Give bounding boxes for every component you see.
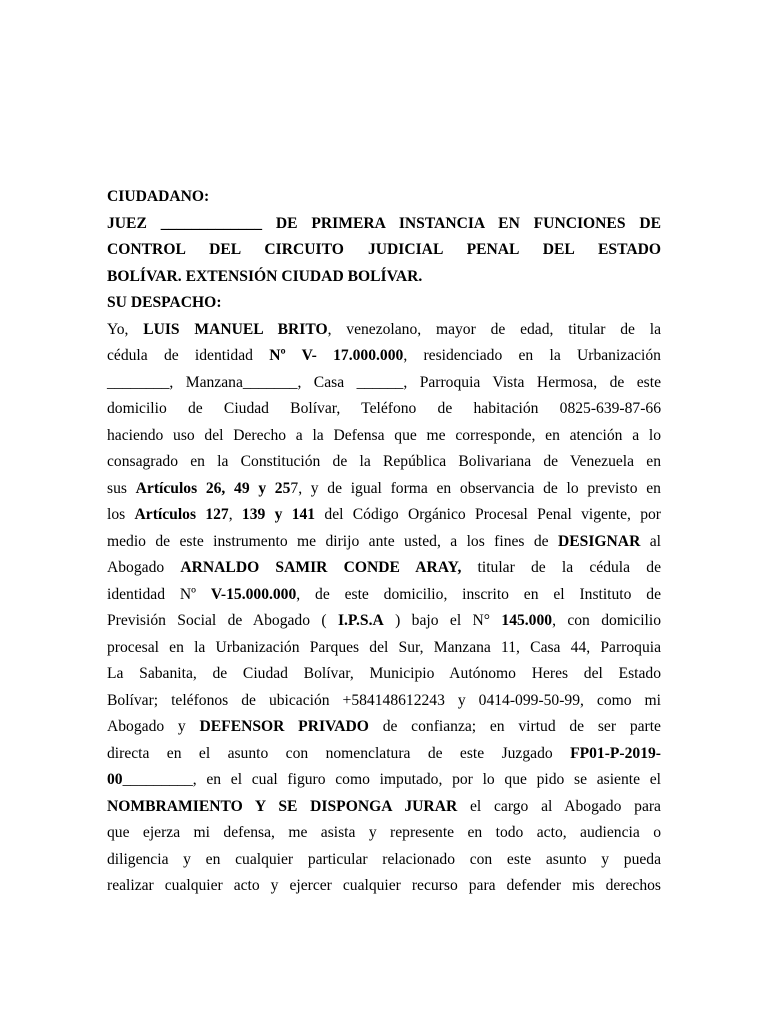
body-line [107,661,661,688]
judge-line-3: BOLÍVAR. EXTENSIÓN CIUDAD BOLÍVAR. [107,267,423,285]
bold-text-run: LUIS MANUEL BRITO [143,320,328,338]
body-line [107,370,661,397]
document-page [107,184,661,900]
text-run: , venezolano, mayor de edad, titular de la [327,320,661,338]
text-run: Abogado y [107,718,200,735]
body-line [107,529,661,556]
text-run: ) bajo el N° [383,612,502,629]
body-line [107,608,661,635]
body-line [107,317,661,344]
bold-text-run: ARNALDO SAMIR CONDE ARAY, [180,559,462,576]
body-line [107,741,661,768]
text-run: del Código Orgánico Procesal Penal vigente, por [315,506,661,523]
body-line [107,794,661,821]
bold-text-run: V-15.000.000 [210,585,297,603]
body-line [107,343,661,370]
text-run: diligencia y en cualquier particular relacionado con este asunto y pueda [107,850,661,868]
text-run: de confianza; en virtud de ser parte [368,718,661,735]
text-run: Abogado [107,559,181,576]
bold-text-run: DESIGNAR [558,532,641,550]
body-line [107,873,661,900]
judge-line-1: JUEZ _____________ DE PRIMERA INSTANCIA EN FUNCIONES DE [107,214,661,232]
body-line [107,502,661,529]
bold-text-run: NOMBRAMIENTO Y SE DISPONGA JURAR [107,797,458,815]
body-line [107,635,661,662]
text-run: procesal en la Urbanización Parques del Sur, Manzana 11, Casa 44, Parroquia [107,638,661,656]
bold-text-run: Artículos 127 [134,506,229,523]
text-run: Yo, [107,320,144,338]
text-run: titular de la cédula de [461,559,661,576]
body-line [107,555,661,582]
body-line [107,476,661,503]
text-run: ________, Manzana_______, Casa ______, Parroquia Vista Hermosa, de este [107,373,661,391]
body-line [107,688,661,715]
text-run: , residenciado en la Urbanización [403,347,661,364]
bold-text-run: I.P.S.A [337,612,384,629]
body-line [107,820,661,847]
text-run: los [107,506,135,523]
text-run: La Sabanita, de Ciudad Bolívar, Municipio Autónomo Heres del Estado [107,665,661,682]
body-line [107,396,661,423]
text-run: al [640,532,661,550]
bold-text-run: Artículos 26, 49 y 25 [135,479,291,497]
letter-body [107,317,661,900]
addressee-line: CIUDADANO: [107,188,210,205]
bold-text-run: FP01-P-2019- [570,744,661,762]
body-line [107,847,661,874]
text-run: , [228,506,242,523]
text-run: 7, y de igual forma en observancia de lo previsto en [290,479,661,497]
despacho-line: SU DESPACHO: [107,294,222,311]
body-line [107,582,661,609]
text-run: sus [107,479,136,497]
bold-text-run: 00 [107,771,123,788]
text-run: medio de este instrumento me dirijo ante usted, a los fines de [107,532,559,550]
text-run: Previsión Social de Abogado ( [107,612,338,629]
text-run: el cargo al Abogado para [457,797,661,815]
text-run: realizar cualquier acto y ejercer cualquier recurso para defender mis derechos [107,877,661,894]
text-run: identidad Nº [107,585,211,603]
text-run: directa en el asunto con nomenclatura de este Juzgado [107,744,571,762]
text-run: haciendo uso del Derecho a la Defensa que me corresponde, en atención a lo [107,426,661,444]
text-run: Bolívar; teléfonos de ubicación +584148612243 y 0414-099-50-99, como mi [107,691,661,709]
text-run: , con domicilio [552,612,661,629]
bold-text-run: 139 y 141 [241,506,316,523]
text-run: que ejerza mi defensa, me asista y represente en todo acto, audiencia o [107,824,661,841]
text-run: consagrado en la Constitución de la República Bolivariana de Venezuela en [107,453,661,470]
text-run: cédula de identidad [107,347,270,364]
bold-text-run: DEFENSOR PRIVADO [199,718,369,735]
judge-line-2: CONTROL DEL CIRCUITO JUDICIAL PENAL DEL ESTADO [107,241,661,258]
body-line [107,423,661,450]
bold-text-run: 145.000 [501,612,553,629]
body-line [107,714,661,741]
body-line [107,767,661,794]
text-run: _________, en el cual figuro como imputado, por lo que pido se asiente el [122,771,661,788]
body-line [107,449,661,476]
letter-header [107,184,661,317]
text-run: domicilio de Ciudad Bolívar, Teléfono de habitación 0825-639-87-66 [107,400,661,417]
bold-text-run: Nº V- 17.000.000 [269,347,404,364]
text-run: , de este domicilio, inscrito en el Instituto de [296,585,661,603]
